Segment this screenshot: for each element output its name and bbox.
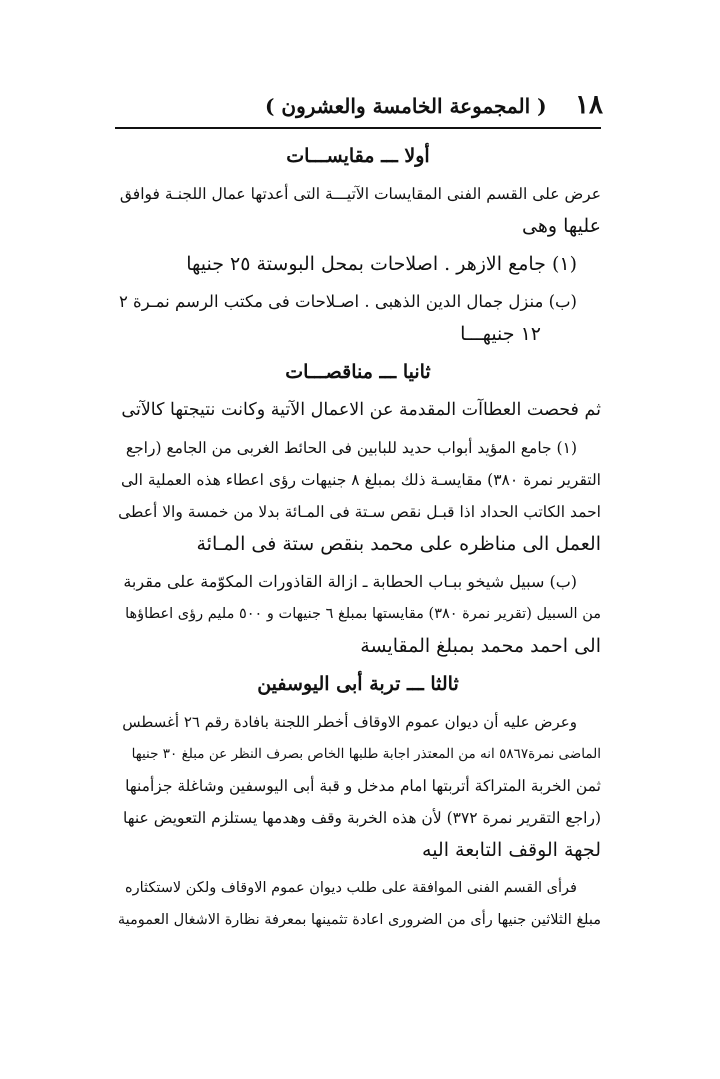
list-item: (ب) سبيل شيخو ببـاب الحطابة ـ ازالة القاذورات المكوّمة على مقربة: [123, 572, 577, 591]
page-header: [115, 88, 607, 128]
section-heading-second: ثانيا ـــ مناقصـــات: [285, 361, 431, 383]
list-item: (ب) منزل جمال الدين الذهبى . اصـلاحات فى مكتب الرسم نمـرة ٢: [118, 292, 577, 311]
paragraph-line: فرأى القسم الفنى الموافقة على طلب ديوان عموم الاوقاف ولكن لاستكثاره: [124, 880, 577, 896]
paragraph-line: عرض على القسم الفنى المقايسات الآتيـــة التى أعدتها عمال اللجنـة فوافق: [119, 185, 601, 203]
list-item-continuation: التقرير نمرة ٣٨٠) مقايسـة ذلك بمبلغ ٨ جنيهات رؤى اعطاء هذه العملية الى: [120, 471, 601, 489]
paragraph-line: مبلغ الثلاثين جنيها رأى من الضرورى اعادة تثمينها بمعرفة نظارة الاشغال العمومية: [117, 912, 601, 928]
paragraph-line: عليها وهى: [522, 215, 601, 237]
paragraph-line: وعرض عليه أن ديوان عموم الاوقاف أخطر اللجنة بافادة رقم ٢٦ أغسطس: [122, 713, 577, 731]
list-item-continuation: احمد الكاتب الحداد اذا قبـل نقص سـتة فى المـائة بدلا من خمسة والا أعطى: [118, 503, 601, 521]
section-heading-first: أولا ـــ مقايســـات: [286, 145, 430, 167]
paragraph-line: الماضى نمرة٥٨٦٧ انه من المعتذر اجابة طلبها الخاص بصرف النظر عن مبلغ ٣٠ جنيها: [131, 746, 601, 762]
list-item-continuation: العمل الى مناظره على محمد بنقص ستة فى المـائة: [196, 533, 601, 555]
paragraph-line: ثم فحصت العطاآت المقدمة عن الاعمال الآتية وكانت نتيجتها كالآتى: [121, 400, 601, 420]
list-item: (١) جامع الازهر . اصلاحات بمحل البوستة ٢٥ جنيها: [186, 253, 577, 275]
list-item: (١) جامع المؤيد أبواب حديد للبابين فى الحائط الغربى من الجامع (راجع: [125, 439, 577, 457]
list-item-continuation: ١٢ جنيهـــا: [460, 323, 541, 345]
section-heading-third: ثالثا ـــ تربة أبى اليوسفين: [257, 673, 459, 695]
page-number: ١٨: [575, 90, 603, 120]
header-divider: [115, 127, 601, 129]
paragraph-line: (راجع التقرير نمرة ٣٧٢) لأن هذه الخربة وقف وهدمها يستلزم التعويض عنها: [123, 809, 601, 827]
page-body: [115, 140, 601, 936]
list-item-continuation: الى احمد محمد بمبلغ المقايسة: [360, 635, 601, 657]
running-title: ( المجموعة الخامسة والعشرون ): [265, 94, 547, 118]
list-item-continuation: من السبيل (تقرير نمرة ٣٨٠) مقايستها بمبلغ ٦ جنيهات و ٥٠٠ مليم رؤى اعطاؤها: [125, 606, 601, 622]
paragraph-line: ثمن الخربة المتراكة أتربتها امام مدخل و قبة أبى اليوسفين وشاغلة جزأمنها: [125, 777, 601, 795]
paragraph-line: لجهة الوقف التابعة اليه: [422, 839, 601, 861]
